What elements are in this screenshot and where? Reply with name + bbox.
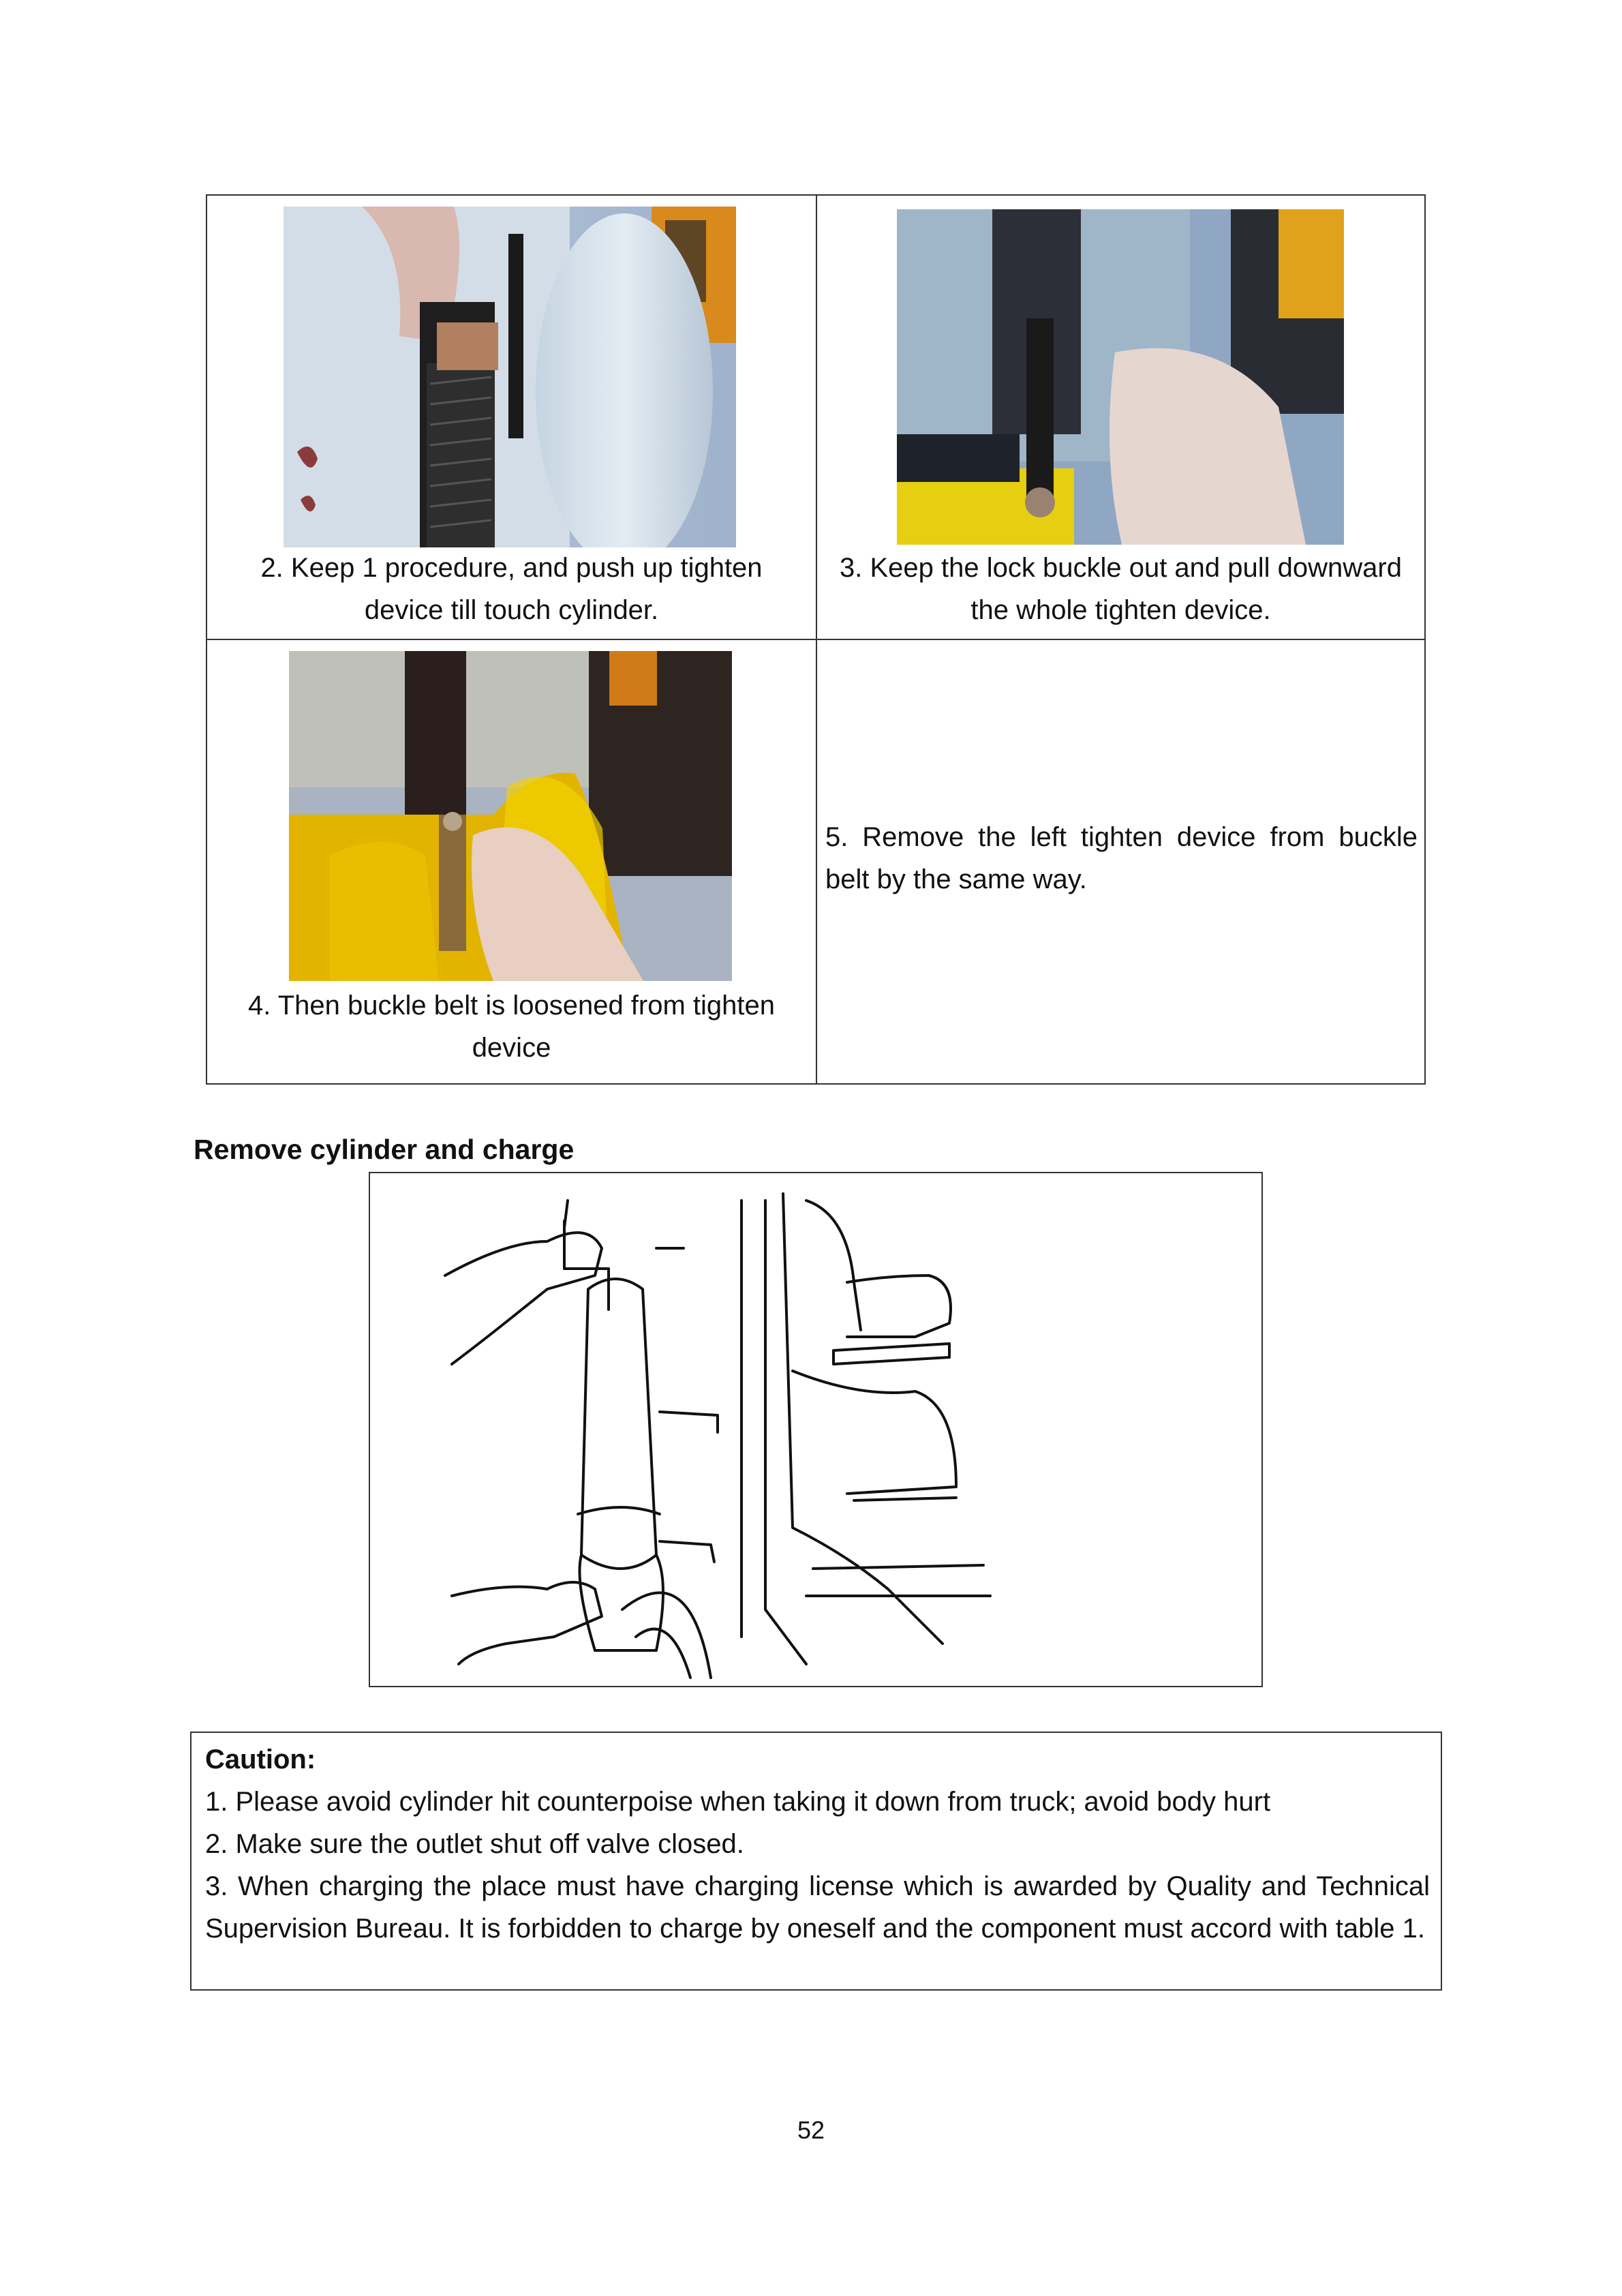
- cylinder-line-drawing: [370, 1173, 1261, 1686]
- cylinder-removal-figure: [369, 1172, 1263, 1687]
- caution-box: [190, 1732, 1442, 1991]
- step-4-photo: [289, 651, 732, 981]
- step-3-caption: [817, 547, 1424, 631]
- step-2-cell: [207, 196, 816, 639]
- step-2-caption-line-2: device till touch cylinder.: [364, 595, 659, 625]
- step-3-caption-line-2: the whole tighten device.: [970, 595, 1271, 625]
- step-2-photo: [284, 207, 736, 547]
- step-3-photo: [897, 209, 1344, 545]
- step-3-cell: [817, 196, 1424, 639]
- caution-title: Caution:: [205, 1744, 316, 1774]
- step-5-cell: [817, 640, 1424, 1083]
- page-number: 52: [797, 2116, 825, 2144]
- step-2-caption: [207, 547, 816, 631]
- section-heading: Remove cylinder and charge: [194, 1134, 575, 1165]
- step-3-caption-line-1: 3. Keep the lock buckle out and pull downward: [840, 553, 1402, 583]
- steps-row-1: [207, 196, 1424, 640]
- caution-item-1: 1. Please avoid cylinder hit counterpoise when taking it down from truck; avoid body hurt: [205, 1787, 1271, 1817]
- step-4-caption-line-2: device: [472, 1033, 551, 1063]
- caution-item-2: 2. Make sure the outlet shut off valve closed.: [205, 1829, 744, 1859]
- step-4-caption: [207, 984, 816, 1069]
- step-5-caption: 5. Remove the left tighten device from buckle belt by the same way.: [825, 822, 1418, 894]
- steps-table: [206, 194, 1426, 1085]
- caution-item-3: 3. When charging the place must have charging license which is awarded by Quality and Technical Supervision Bureau. It is forbidden to charge by oneself and the component must accord with table 1.: [205, 1871, 1430, 1944]
- step-2-caption-line-1: 2. Keep 1 procedure, and push up tighten: [260, 553, 763, 583]
- steps-row-2: [207, 640, 1424, 1083]
- step-4-cell: [207, 640, 816, 1083]
- step-4-caption-line-1: 4. Then buckle belt is loosened from tighten: [247, 991, 776, 1021]
